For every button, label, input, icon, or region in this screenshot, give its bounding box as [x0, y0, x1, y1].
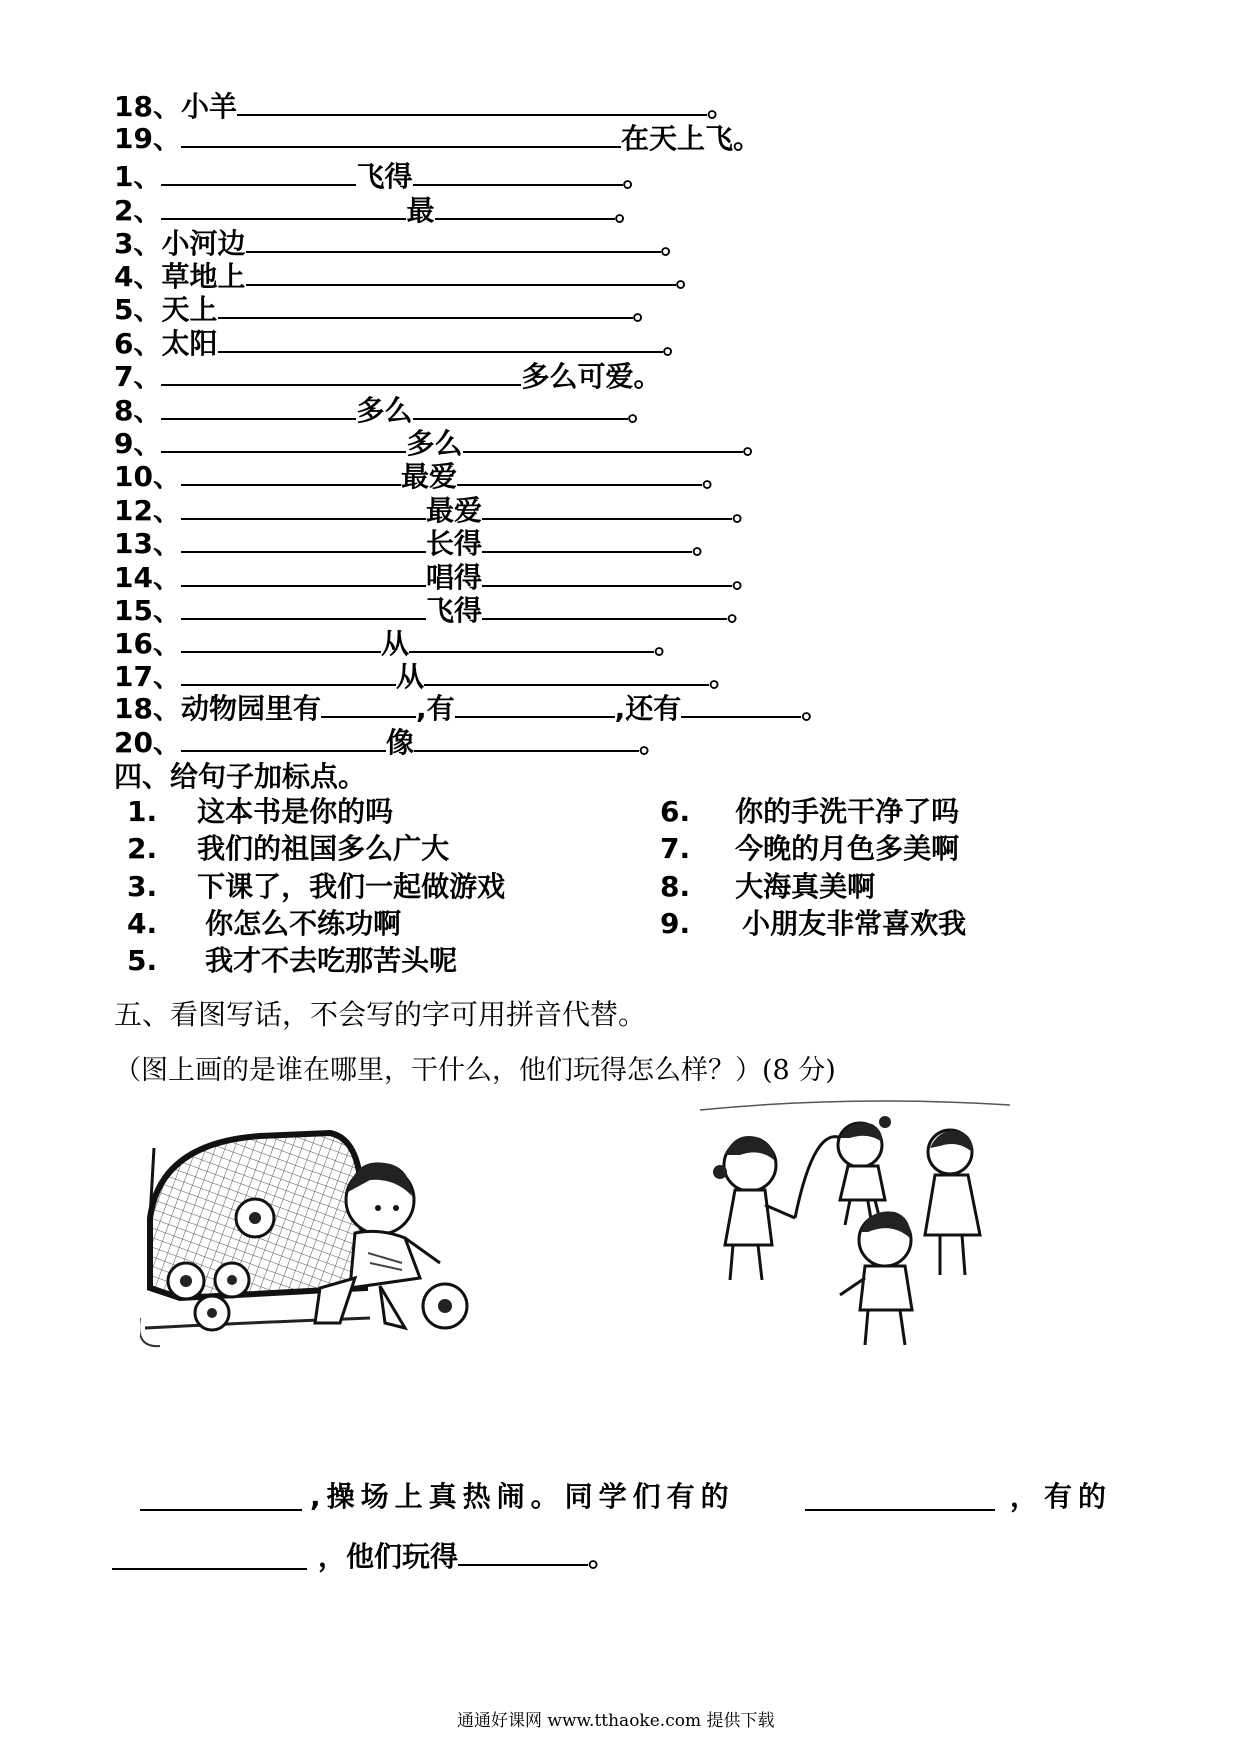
middle-word: 像 — [385, 726, 414, 759]
item-number: 2、 — [114, 194, 162, 227]
fill-line — [114, 158, 651, 195]
item-number: 7、 — [114, 360, 162, 393]
punct-item — [660, 831, 959, 867]
answer-blank[interactable] — [161, 192, 406, 220]
fill-line — [114, 225, 689, 262]
punct-item — [660, 906, 966, 942]
answer-blank[interactable] — [463, 425, 743, 453]
punct-sentence: 我才不去吃那苦头呢 — [205, 944, 458, 977]
fill-line — [114, 358, 662, 395]
line-end: 。 — [660, 227, 689, 260]
line-end: 。 — [691, 527, 720, 560]
item-number: 14、 — [114, 561, 181, 594]
picture-sentence-1: ,操场上真热闹。同学们有的 — [310, 1480, 735, 1513]
punct-item — [127, 943, 457, 979]
answer-blank[interactable] — [455, 690, 615, 718]
answer-blank[interactable] — [161, 392, 356, 420]
punct-item — [127, 831, 449, 867]
fill-line — [114, 291, 661, 328]
answer-blank[interactable] — [112, 1568, 307, 1570]
answer-blank[interactable] — [414, 724, 639, 752]
answer-blank[interactable] — [181, 592, 426, 620]
fill-line-xiang — [114, 724, 667, 761]
line-end: 。 — [731, 494, 760, 527]
middle-word: 多么可爱 — [521, 360, 634, 393]
punct-num: 2. — [127, 832, 158, 865]
line-end: 。 — [633, 360, 662, 393]
answer-blank[interactable] — [161, 425, 406, 453]
line-end: 。 — [732, 122, 761, 155]
prompt-word: 天上 — [161, 293, 218, 326]
item-number: 15、 — [114, 594, 181, 627]
answer-blank[interactable] — [161, 158, 356, 186]
answer-blank[interactable] — [181, 120, 621, 148]
punct-sentence: 下课了，我们一起做游戏 — [197, 870, 506, 903]
punct-num: 3. — [127, 870, 158, 903]
answer-blank[interactable] — [181, 658, 396, 686]
middle-word: 最爱 — [425, 494, 482, 527]
item-number: 9、 — [114, 427, 162, 460]
fill-line — [114, 425, 771, 462]
prompt-word: 小河边 — [161, 227, 246, 260]
punct-num: 9. — [660, 907, 691, 940]
middle-word: 从 — [395, 660, 424, 693]
fill-line — [114, 492, 760, 529]
answer-blank[interactable] — [161, 358, 521, 386]
punct-num: 1. — [127, 795, 158, 828]
line-end: 。 — [662, 327, 691, 360]
answer-blank[interactable] — [482, 592, 727, 620]
middle-word: 飞得 — [356, 160, 413, 193]
line-end: 。 — [726, 594, 755, 627]
picture-sentence-2 — [318, 1538, 616, 1575]
middle-word: 最爱 — [400, 460, 457, 493]
answer-blank[interactable] — [409, 625, 654, 653]
middle-word: 最 — [406, 194, 435, 227]
answer-blank[interactable] — [457, 458, 702, 486]
middle-word: 在天上飞 — [620, 122, 733, 155]
zoo-text-3: ,还有 — [614, 692, 682, 725]
fill-line — [114, 325, 691, 362]
answer-blank[interactable] — [424, 658, 709, 686]
zoo-text-1: 动物园里有 — [180, 692, 321, 725]
fill-line-zoo — [114, 690, 829, 727]
punct-num: 5. — [127, 944, 158, 977]
answer-blank[interactable] — [458, 1538, 588, 1566]
punct-num: 7. — [660, 832, 691, 865]
fill-line — [114, 120, 761, 157]
line-end: 。 — [627, 394, 656, 427]
item-number: 20、 — [114, 726, 181, 759]
middle-word: 长得 — [425, 527, 482, 560]
fill-line — [114, 258, 704, 295]
footer-credit: 通通好课网 www.tthaoke.com 提供下载 — [457, 1711, 775, 1731]
answer-blank[interactable] — [482, 525, 692, 553]
item-number: 17、 — [114, 660, 181, 693]
item-number: 12、 — [114, 494, 181, 527]
line-end: 。 — [742, 427, 771, 460]
fill-line — [114, 192, 643, 229]
answer-blank[interactable] — [181, 625, 381, 653]
answer-blank[interactable] — [218, 291, 633, 319]
middle-word: 飞得 — [425, 594, 482, 627]
soccer-picture — [140, 1118, 480, 1358]
item-number: 5、 — [114, 293, 162, 326]
zoo-text-2: ,有 — [415, 692, 455, 725]
punct-sentence: 你怎么不练功啊 — [205, 907, 402, 940]
punct-sentence: 今晚的月色多美啊 — [735, 832, 960, 865]
middle-word: 多么 — [356, 394, 413, 427]
answer-blank[interactable] — [181, 492, 426, 520]
answer-blank[interactable] — [435, 192, 615, 220]
line-end: 。 — [632, 293, 661, 326]
answer-blank[interactable] — [246, 225, 661, 253]
item-number: 10、 — [114, 460, 181, 493]
answer-blank[interactable] — [237, 88, 707, 116]
line-end: 。 — [708, 660, 737, 693]
fill-line — [114, 392, 656, 429]
item-number: 16、 — [114, 627, 181, 660]
section-4-title: 四、给句子加标点。 — [114, 760, 367, 793]
item-number: 8、 — [114, 394, 162, 427]
line-end: 。 — [653, 627, 682, 660]
punct-item — [660, 869, 875, 905]
punct-sentence: 这本书是你的吗 — [197, 795, 394, 828]
prompt-word: 草地上 — [161, 260, 246, 293]
picture-sentence-2-text: ，他们玩得 — [318, 1540, 459, 1573]
line-end: 。 — [801, 692, 830, 725]
line-end: 。 — [706, 90, 735, 123]
line-end: 。 — [675, 260, 704, 293]
section-5-title: 五、看图写话，不会写的字可用拼音代替。 — [114, 998, 647, 1031]
item-number: 19、 — [114, 122, 181, 155]
prompt-word: 太阳 — [161, 327, 218, 360]
line-end: 。 — [638, 726, 667, 759]
punct-num: 4. — [127, 907, 158, 940]
answer-blank[interactable] — [681, 690, 801, 718]
fill-line — [114, 625, 682, 662]
punct-num: 8. — [660, 870, 691, 903]
fill-line — [114, 559, 760, 596]
answer-blank[interactable] — [321, 690, 416, 718]
item-number: 4、 — [114, 260, 162, 293]
punct-item — [127, 794, 393, 830]
punct-sentence: 我们的祖国多么广大 — [197, 832, 450, 865]
answer-blank[interactable] — [218, 325, 663, 353]
answer-blank[interactable] — [181, 458, 401, 486]
answer-blank[interactable] — [181, 525, 426, 553]
answer-blank[interactable] — [482, 492, 732, 520]
picture-sentence-1b: ，有的 — [1010, 1480, 1113, 1513]
line-end: 。 — [588, 1540, 617, 1573]
item-number: 6、 — [114, 327, 162, 360]
punct-sentence: 你的手洗干净了吗 — [735, 795, 960, 828]
section-5-hint: （图上画的是谁在哪里，干什么，他们玩得怎么样？）(8 分) — [114, 1055, 836, 1086]
answer-blank[interactable] — [181, 724, 386, 752]
answer-blank[interactable] — [805, 1509, 995, 1511]
item-number: 18、 — [114, 692, 181, 725]
answer-blank[interactable] — [140, 1509, 302, 1511]
answer-blank[interactable] — [482, 559, 732, 587]
item-number: 13、 — [114, 527, 181, 560]
answer-blank[interactable] — [413, 392, 628, 420]
punct-sentence: 大海真美啊 — [735, 870, 876, 903]
item-number: 18、 — [114, 90, 181, 123]
punct-item — [127, 869, 505, 905]
middle-word: 从 — [380, 627, 409, 660]
jump-rope-picture — [700, 1100, 1020, 1350]
punct-item — [127, 906, 401, 942]
punct-item — [660, 794, 959, 830]
line-end: 。 — [731, 561, 760, 594]
fill-line — [114, 592, 755, 629]
fill-line — [114, 458, 730, 495]
line-end: 。 — [622, 160, 651, 193]
item-number: 1、 — [114, 160, 162, 193]
punct-sentence: 小朋友非常喜欢我 — [742, 907, 967, 940]
middle-word: 多么 — [406, 427, 463, 460]
fill-line — [114, 525, 720, 562]
answer-blank[interactable] — [181, 559, 426, 587]
line-end: 。 — [701, 460, 730, 493]
middle-word: 唱得 — [425, 561, 482, 594]
answer-blank[interactable] — [246, 258, 676, 286]
item-number: 3、 — [114, 227, 162, 260]
line-end: 。 — [614, 194, 643, 227]
answer-blank[interactable] — [413, 158, 623, 186]
punct-num: 6. — [660, 795, 691, 828]
prompt-word: 小羊 — [180, 90, 237, 123]
